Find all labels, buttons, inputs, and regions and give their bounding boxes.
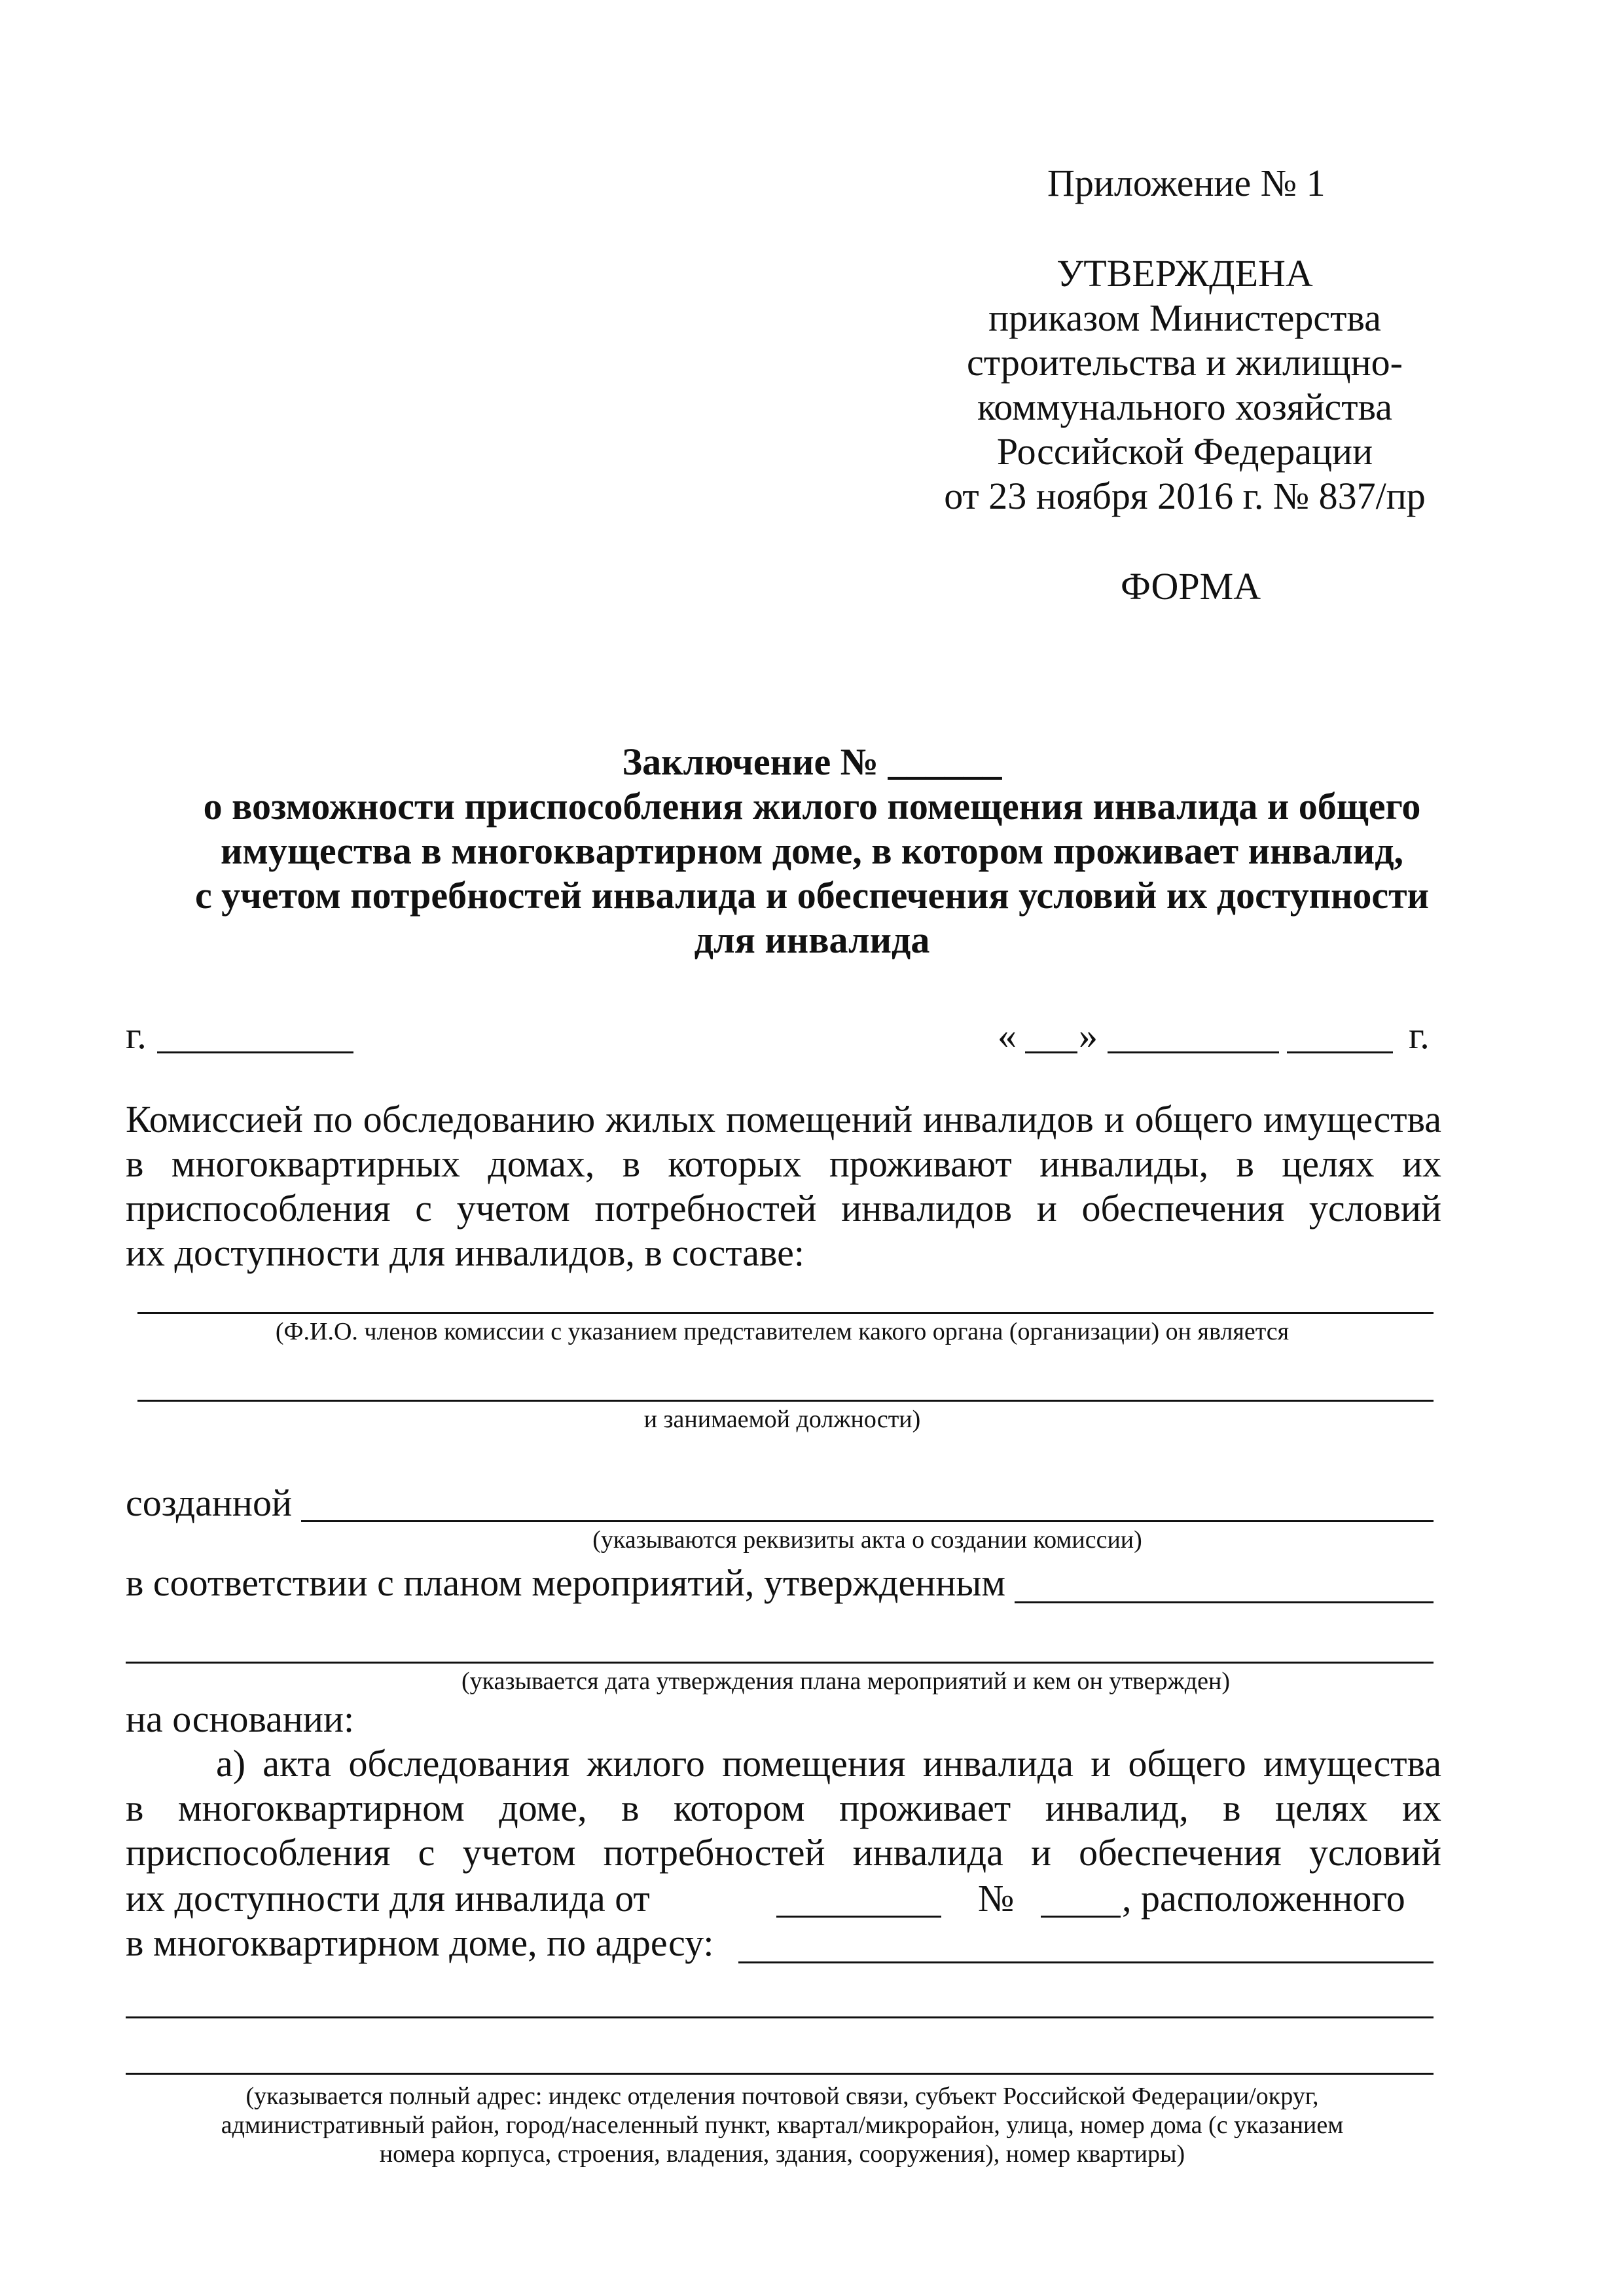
members-blank-2[interactable]	[137, 1400, 1434, 1402]
members-hint-1: (Ф.И.О. членов комиссии с указанием представителем какого органа (организации) он является	[275, 1318, 1290, 1345]
commission-line-4: их доступности для инвалидов, в составе:	[126, 1231, 804, 1274]
basis-label: на основании:	[126, 1698, 355, 1740]
plan-blank-1[interactable]	[1015, 1601, 1434, 1603]
address-blank-2[interactable]	[126, 2016, 1434, 2018]
day-blank[interactable]	[1025, 1051, 1077, 1053]
created-blank[interactable]	[301, 1520, 1434, 1522]
address-blank-1[interactable]	[738, 1961, 1434, 1963]
address-hint-line-1: (указывается полный адрес: индекс отделения почтовой связи, субъект Российской Федерации/округ,	[245, 2083, 1319, 2110]
members-blank-1[interactable]	[137, 1312, 1434, 1314]
created-hint: (указываются реквизиты акта о создании комиссии)	[592, 1526, 1142, 1554]
act-line-1: а) акта обследования жилого помещения инвалида и общего имущества	[216, 1742, 1441, 1785]
act-line-2: в многоквартирном доме, в котором проживает инвалид, в целях их	[126, 1787, 1441, 1829]
address-hint	[124, 2082, 1440, 2168]
act-date-blank[interactable]	[776, 1916, 941, 1918]
address-hint-line-3: номера корпуса, строения, владения, здания, сооружения), номер квартиры)	[379, 2140, 1185, 2168]
act-number-blank[interactable]	[1041, 1916, 1121, 1918]
title-line-4: с учетом потребностей инвалида и обеспечения условий их доступности	[194, 874, 1430, 917]
approved-line-5: от 23 ноября 2016 г. № 837/пр	[944, 475, 1426, 517]
act-from-label: их доступности для инвалида от	[126, 1877, 650, 1920]
act-number-sign: №	[978, 1877, 1015, 1920]
city-prefix: г.	[126, 1014, 147, 1057]
approved-line-2: строительства и жилищно-	[967, 341, 1403, 384]
created-label: созданной	[126, 1482, 292, 1524]
date-close-quote: »	[1079, 1014, 1098, 1057]
form-label: ФОРМА	[1121, 565, 1261, 608]
plan-label: в соответствии с планом мероприятий, утвержденным	[126, 1561, 1006, 1604]
document-title	[0, 740, 1624, 962]
title-line-3: имущества в многоквартирном доме, в котором проживает инвалид,	[220, 829, 1404, 872]
month-blank[interactable]	[1108, 1051, 1279, 1053]
approved-line-4: Российской Федерации	[996, 430, 1373, 473]
title-line-1: Заключение № ______	[622, 740, 1002, 783]
appendix-label: Приложение № 1	[1047, 162, 1326, 204]
approved-line-3: коммунального хозяйства	[977, 386, 1392, 428]
act-paragraph	[126, 1741, 1441, 1875]
members-hint-2: и занимаемой должности)	[643, 1406, 921, 1433]
approved-heading: УТВЕРЖДЕНА	[1056, 252, 1313, 295]
plan-blank-2[interactable]	[126, 1662, 1434, 1664]
commission-line-3: приспособления с учетом потребностей инвалидов и обеспечения условий	[126, 1187, 1441, 1230]
address-hint-line-2: административный район, город/населенный пункт, квартал/микрорайон, улица, номер дома (с указанием	[221, 2111, 1344, 2139]
address-label: в многоквартирном доме, по адресу:	[126, 1922, 714, 1964]
date-open-quote: «	[998, 1014, 1017, 1057]
act-located-label: , расположенного	[1122, 1877, 1405, 1920]
year-blank[interactable]	[1287, 1051, 1393, 1053]
act-line-3: приспособления с учетом потребностей инвалида и обеспечения условий	[126, 1831, 1441, 1874]
city-blank[interactable]	[157, 1051, 353, 1053]
commission-paragraph	[126, 1097, 1441, 1275]
title-line-2: о возможности приспособления жилого помещения инвалида и общего	[203, 785, 1421, 828]
year-suffix: г.	[1409, 1014, 1430, 1057]
commission-line-2: в многоквартирных домах, в которых проживают инвалиды, в целях их	[126, 1142, 1441, 1185]
approved-block	[929, 251, 1440, 519]
commission-line-1: Комиссией по обследованию жилых помещений инвалидов и общего имущества	[126, 1098, 1441, 1140]
address-blank-3[interactable]	[126, 2073, 1434, 2075]
title-line-5: для инвалида	[694, 919, 930, 961]
approved-line-1: приказом Министерства	[988, 297, 1381, 339]
plan-hint: (указывается дата утверждения плана мероприятий и кем он утвержден)	[461, 1667, 1230, 1695]
